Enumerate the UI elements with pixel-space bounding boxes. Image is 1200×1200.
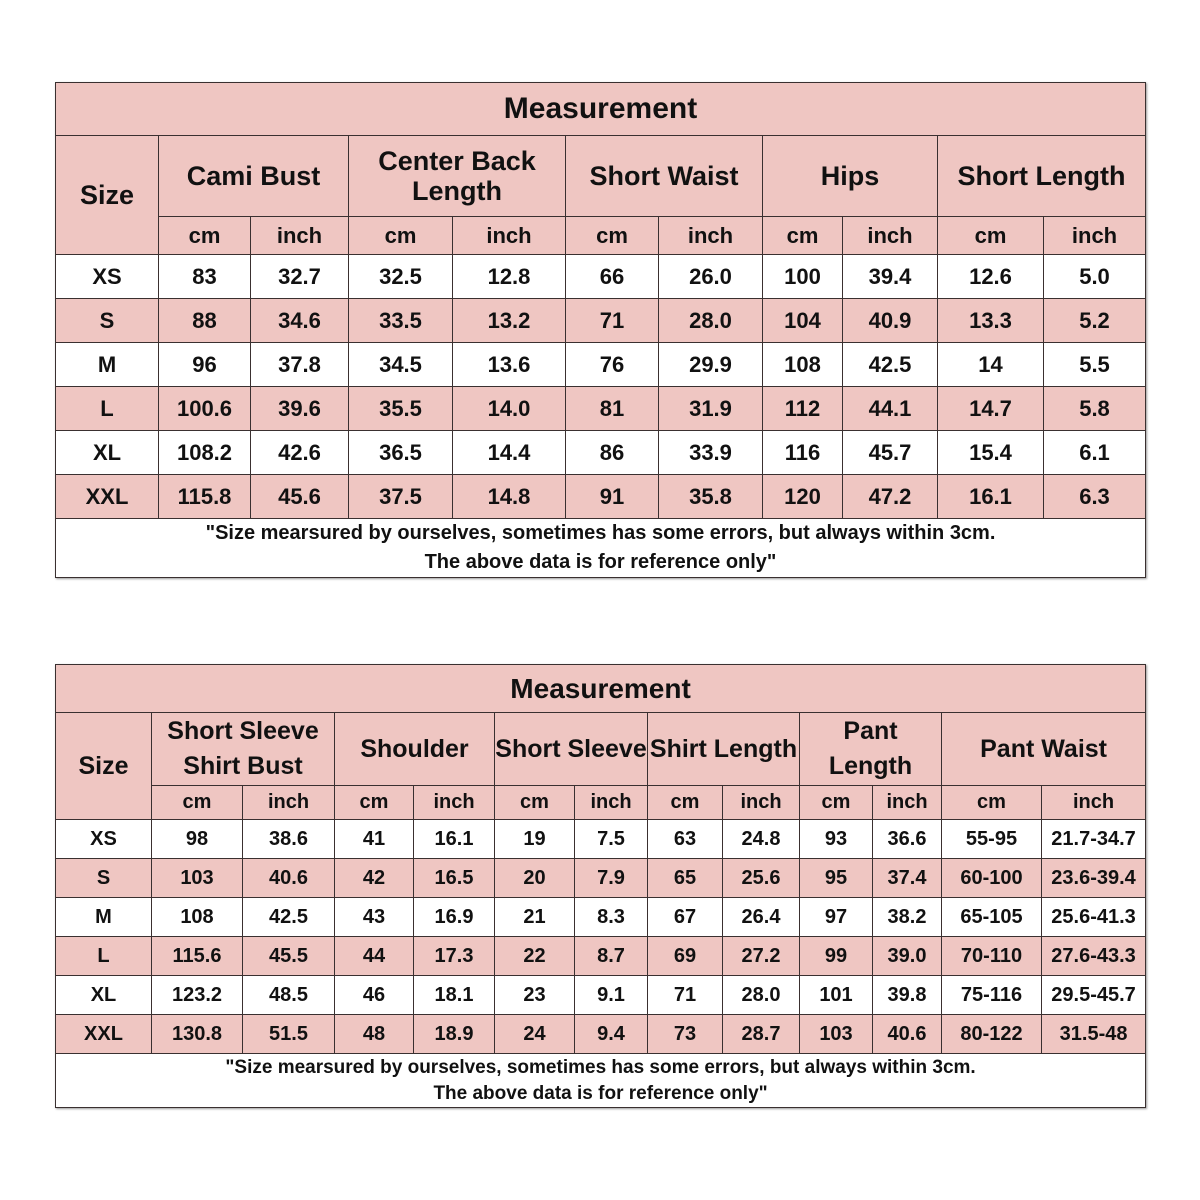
unit-header: cm <box>763 217 843 255</box>
column-group-header: Shoulder <box>335 713 495 786</box>
size-cell: XL <box>56 431 159 475</box>
value-cell: 20 <box>495 859 575 898</box>
size-chart-table-1 <box>55 82 1146 578</box>
value-cell: 35.8 <box>659 475 763 519</box>
value-cell: 24 <box>495 1015 575 1054</box>
header-row <box>56 713 1146 786</box>
column-group-header: Short Waist <box>566 136 763 217</box>
value-cell: 46 <box>335 976 414 1015</box>
unit-header: cm <box>800 786 873 820</box>
value-cell: 73 <box>648 1015 723 1054</box>
value-cell: 60-100 <box>942 859 1042 898</box>
value-cell: 81 <box>566 387 659 431</box>
value-cell: 70-110 <box>942 937 1042 976</box>
value-cell: 71 <box>566 299 659 343</box>
value-cell: 32.7 <box>251 255 349 299</box>
value-cell: 5.0 <box>1044 255 1146 299</box>
value-cell: 16.1 <box>414 820 495 859</box>
table-row <box>56 475 1146 519</box>
value-cell: 130.8 <box>152 1015 243 1054</box>
title-row <box>56 665 1146 713</box>
unit-header: cm <box>566 217 659 255</box>
value-cell: 37.4 <box>873 859 942 898</box>
table-title: Measurement <box>56 83 1146 136</box>
value-cell: 37.5 <box>349 475 453 519</box>
value-cell: 76 <box>566 343 659 387</box>
column-group-header: Pant Waist <box>942 713 1146 786</box>
value-cell: 14.4 <box>453 431 566 475</box>
unit-header: cm <box>159 217 251 255</box>
value-cell: 116 <box>763 431 843 475</box>
value-cell: 104 <box>763 299 843 343</box>
size-cell: M <box>56 343 159 387</box>
value-cell: 65-105 <box>942 898 1042 937</box>
value-cell: 16.9 <box>414 898 495 937</box>
unit-header: inch <box>873 786 942 820</box>
disclaimer-note <box>56 1054 1146 1108</box>
value-cell: 47.2 <box>843 475 938 519</box>
size-cell: XXL <box>56 1015 152 1054</box>
column-group-header: Pant Length <box>800 713 942 786</box>
size-header: Size <box>56 136 159 255</box>
value-cell: 31.9 <box>659 387 763 431</box>
value-cell: 48.5 <box>243 976 335 1015</box>
size-cell: XS <box>56 255 159 299</box>
table-row <box>56 898 1146 937</box>
value-cell: 8.3 <box>575 898 648 937</box>
value-cell: 80-122 <box>942 1015 1042 1054</box>
value-cell: 45.5 <box>243 937 335 976</box>
value-cell: 40.9 <box>843 299 938 343</box>
unit-header: inch <box>723 786 800 820</box>
value-cell: 36.6 <box>873 820 942 859</box>
unit-header: inch <box>1042 786 1146 820</box>
value-cell: 108.2 <box>159 431 251 475</box>
column-group-header: Hips <box>763 136 938 217</box>
value-cell: 23 <box>495 976 575 1015</box>
value-cell: 115.8 <box>159 475 251 519</box>
value-cell: 43 <box>335 898 414 937</box>
value-cell: 66 <box>566 255 659 299</box>
value-cell: 34.5 <box>349 343 453 387</box>
value-cell: 18.1 <box>414 976 495 1015</box>
value-cell: 42.6 <box>251 431 349 475</box>
value-cell: 45.6 <box>251 475 349 519</box>
note-row <box>56 1054 1146 1108</box>
value-cell: 39.4 <box>843 255 938 299</box>
value-cell: 28.7 <box>723 1015 800 1054</box>
size-cell: L <box>56 937 152 976</box>
value-cell: 14 <box>938 343 1044 387</box>
value-cell: 9.4 <box>575 1015 648 1054</box>
value-cell: 75-116 <box>942 976 1042 1015</box>
unit-header: cm <box>349 217 453 255</box>
value-cell: 44 <box>335 937 414 976</box>
value-cell: 16.5 <box>414 859 495 898</box>
value-cell: 91 <box>566 475 659 519</box>
unit-header: cm <box>495 786 575 820</box>
value-cell: 97 <box>800 898 873 937</box>
value-cell: 8.7 <box>575 937 648 976</box>
value-cell: 34.6 <box>251 299 349 343</box>
value-cell: 48 <box>335 1015 414 1054</box>
value-cell: 44.1 <box>843 387 938 431</box>
unit-header: cm <box>938 217 1044 255</box>
value-cell: 22 <box>495 937 575 976</box>
column-group-header: Center Back Length <box>349 136 566 217</box>
note-line-1: "Size mearsured by ourselves, sometimes has some errors, but always within 3cm. <box>225 1056 976 1078</box>
value-cell: 15.4 <box>938 431 1044 475</box>
value-cell: 26.4 <box>723 898 800 937</box>
value-cell: 95 <box>800 859 873 898</box>
value-cell: 28.0 <box>723 976 800 1015</box>
value-cell: 42.5 <box>843 343 938 387</box>
value-cell: 29.9 <box>659 343 763 387</box>
value-cell: 21.7-34.7 <box>1042 820 1146 859</box>
value-cell: 86 <box>566 431 659 475</box>
size-cell: L <box>56 387 159 431</box>
value-cell: 12.8 <box>453 255 566 299</box>
value-cell: 55-95 <box>942 820 1042 859</box>
value-cell: 26.0 <box>659 255 763 299</box>
table-row <box>56 820 1146 859</box>
value-cell: 112 <box>763 387 843 431</box>
value-cell: 88 <box>159 299 251 343</box>
value-cell: 98 <box>152 820 243 859</box>
value-cell: 42.5 <box>243 898 335 937</box>
table-row <box>56 1015 1146 1054</box>
value-cell: 27.6-43.3 <box>1042 937 1146 976</box>
unit-header: inch <box>243 786 335 820</box>
value-cell: 36.5 <box>349 431 453 475</box>
value-cell: 7.9 <box>575 859 648 898</box>
unit-header: inch <box>414 786 495 820</box>
table-row <box>56 859 1146 898</box>
size-cell: XXL <box>56 475 159 519</box>
header-row <box>56 136 1146 217</box>
value-cell: 123.2 <box>152 976 243 1015</box>
value-cell: 5.5 <box>1044 343 1146 387</box>
value-cell: 67 <box>648 898 723 937</box>
value-cell: 17.3 <box>414 937 495 976</box>
value-cell: 101 <box>800 976 873 1015</box>
table-row <box>56 343 1146 387</box>
value-cell: 18.9 <box>414 1015 495 1054</box>
note-line-2: The above data is for reference only" <box>433 1082 768 1104</box>
value-cell: 40.6 <box>243 859 335 898</box>
value-cell: 100.6 <box>159 387 251 431</box>
table-title: Measurement <box>56 665 1146 713</box>
value-cell: 21 <box>495 898 575 937</box>
value-cell: 39.8 <box>873 976 942 1015</box>
value-cell: 108 <box>763 343 843 387</box>
value-cell: 6.1 <box>1044 431 1146 475</box>
value-cell: 100 <box>763 255 843 299</box>
table-row <box>56 431 1146 475</box>
size-header: Size <box>56 713 152 820</box>
value-cell: 16.1 <box>938 475 1044 519</box>
column-group-header: Short Length <box>938 136 1146 217</box>
value-cell: 9.1 <box>575 976 648 1015</box>
unit-header: inch <box>1044 217 1146 255</box>
value-cell: 42 <box>335 859 414 898</box>
unit-header: inch <box>659 217 763 255</box>
size-cell: XS <box>56 820 152 859</box>
size-cell: M <box>56 898 152 937</box>
unit-header: cm <box>942 786 1042 820</box>
value-cell: 7.5 <box>575 820 648 859</box>
column-group-header: Short Sleeve Shirt Bust <box>152 713 335 786</box>
value-cell: 33.9 <box>659 431 763 475</box>
value-cell: 99 <box>800 937 873 976</box>
value-cell: 39.6 <box>251 387 349 431</box>
value-cell: 45.7 <box>843 431 938 475</box>
table-row <box>56 255 1146 299</box>
value-cell: 24.8 <box>723 820 800 859</box>
value-cell: 31.5-48 <box>1042 1015 1146 1054</box>
value-cell: 96 <box>159 343 251 387</box>
value-cell: 12.6 <box>938 255 1044 299</box>
value-cell: 115.6 <box>152 937 243 976</box>
column-group-header: Short Sleeve <box>495 713 648 786</box>
value-cell: 13.2 <box>453 299 566 343</box>
unit-header: inch <box>843 217 938 255</box>
note-line-2: The above data is for reference only" <box>424 551 777 573</box>
title-row <box>56 83 1146 136</box>
value-cell: 29.5-45.7 <box>1042 976 1146 1015</box>
column-group-header: Cami Bust <box>159 136 349 217</box>
column-group-header: Shirt Length <box>648 713 800 786</box>
value-cell: 38.2 <box>873 898 942 937</box>
unit-header: cm <box>335 786 414 820</box>
value-cell: 23.6-39.4 <box>1042 859 1146 898</box>
value-cell: 69 <box>648 937 723 976</box>
value-cell: 35.5 <box>349 387 453 431</box>
value-cell: 28.0 <box>659 299 763 343</box>
value-cell: 40.6 <box>873 1015 942 1054</box>
value-cell: 65 <box>648 859 723 898</box>
value-cell: 14.8 <box>453 475 566 519</box>
value-cell: 5.2 <box>1044 299 1146 343</box>
unit-header: cm <box>152 786 243 820</box>
value-cell: 25.6-41.3 <box>1042 898 1146 937</box>
unit-header: cm <box>648 786 723 820</box>
table-row <box>56 937 1146 976</box>
disclaimer-note <box>56 519 1146 578</box>
value-cell: 13.3 <box>938 299 1044 343</box>
size-chart-table-2 <box>55 664 1146 1108</box>
units-row <box>56 786 1146 820</box>
value-cell: 37.8 <box>251 343 349 387</box>
value-cell: 93 <box>800 820 873 859</box>
value-cell: 103 <box>152 859 243 898</box>
value-cell: 27.2 <box>723 937 800 976</box>
value-cell: 71 <box>648 976 723 1015</box>
units-row <box>56 217 1146 255</box>
value-cell: 13.6 <box>453 343 566 387</box>
value-cell: 63 <box>648 820 723 859</box>
value-cell: 83 <box>159 255 251 299</box>
value-cell: 19 <box>495 820 575 859</box>
value-cell: 14.0 <box>453 387 566 431</box>
value-cell: 5.8 <box>1044 387 1146 431</box>
value-cell: 38.6 <box>243 820 335 859</box>
table-row <box>56 387 1146 431</box>
value-cell: 6.3 <box>1044 475 1146 519</box>
table-row <box>56 976 1146 1015</box>
size-cell: S <box>56 859 152 898</box>
size-cell: S <box>56 299 159 343</box>
unit-header: inch <box>251 217 349 255</box>
table-row <box>56 299 1146 343</box>
value-cell: 51.5 <box>243 1015 335 1054</box>
unit-header: inch <box>575 786 648 820</box>
value-cell: 39.0 <box>873 937 942 976</box>
size-cell: XL <box>56 976 152 1015</box>
value-cell: 41 <box>335 820 414 859</box>
value-cell: 25.6 <box>723 859 800 898</box>
note-row <box>56 519 1146 578</box>
value-cell: 33.5 <box>349 299 453 343</box>
value-cell: 120 <box>763 475 843 519</box>
value-cell: 14.7 <box>938 387 1044 431</box>
value-cell: 108 <box>152 898 243 937</box>
unit-header: inch <box>453 217 566 255</box>
value-cell: 32.5 <box>349 255 453 299</box>
value-cell: 103 <box>800 1015 873 1054</box>
note-line-1: "Size mearsured by ourselves, sometimes has some errors, but always within 3cm. <box>205 522 996 544</box>
